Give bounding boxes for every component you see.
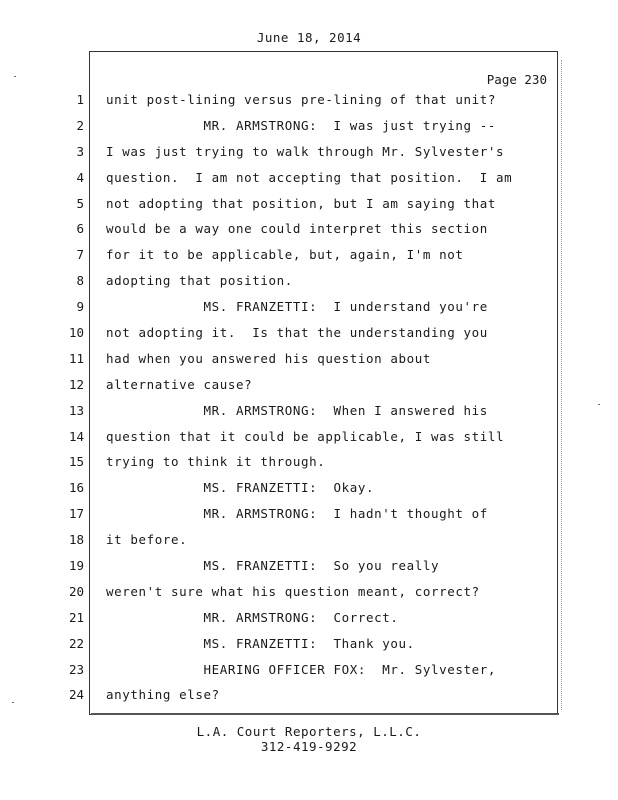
transcript-line: had when you answered his question about	[106, 350, 432, 366]
line-number: 10	[68, 325, 84, 341]
line-number: 2	[76, 117, 84, 133]
line-number: 20	[68, 583, 84, 599]
transcript-line: for it to be applicable, but, again, I'm not	[106, 247, 464, 263]
line-number: 13	[68, 402, 84, 418]
header-date: June 18, 2014	[256, 30, 362, 45]
line-number: 12	[68, 376, 84, 392]
transcript-line: weren't sure what his question meant, correct?	[106, 583, 480, 599]
line-number: 5	[76, 195, 84, 211]
line-number: 14	[68, 428, 84, 444]
scan-speck	[598, 404, 600, 405]
footer	[0, 724, 618, 754]
transcript-line: I was just trying to walk through Mr. Sylvester's	[106, 143, 505, 159]
transcript-line: MR. ARMSTRONG: Correct.	[106, 609, 399, 625]
transcript-text	[106, 87, 554, 708]
line-number: 4	[76, 169, 84, 185]
transcript-line: trying to think it through.	[106, 454, 326, 470]
line-number: 22	[68, 635, 84, 651]
line-number: 15	[68, 454, 84, 470]
line-number: 19	[68, 558, 84, 574]
transcript-line: MS. FRANZETTI: I understand you're	[106, 299, 488, 315]
line-number: 1	[76, 92, 84, 107]
page-number: Page 230	[486, 72, 547, 87]
line-number: 24	[68, 687, 84, 703]
line-number: 17	[68, 506, 84, 522]
line-number: 6	[76, 221, 84, 237]
line-number: 3	[76, 143, 84, 159]
line-number: 18	[68, 532, 84, 548]
transcript-line: MR. ARMSTRONG: I was just trying --	[106, 117, 497, 133]
transcript-line: not adopting it. Is that the understanding you	[106, 325, 488, 341]
transcript-line: it before.	[106, 532, 188, 548]
line-number: 21	[68, 609, 84, 625]
scan-edge-rule	[561, 60, 563, 710]
transcript-line: anything else?	[106, 687, 220, 703]
transcript-line: would be a way one could interpret this section	[106, 221, 488, 237]
transcript-line: HEARING OFFICER FOX: Mr. Sylvester,	[106, 661, 497, 677]
transcript-line: MR. ARMSTRONG: I hadn't thought of	[106, 506, 488, 522]
transcript-line: not adopting that position, but I am saying that	[106, 195, 497, 211]
transcript-line: unit post-lining versus pre-lining of that unit?	[106, 92, 497, 107]
transcript-line: alternative cause?	[106, 376, 253, 392]
line-number: 23	[68, 661, 84, 677]
transcript-line: question. I am not accepting that position. I am	[106, 169, 513, 185]
line-number-column	[40, 87, 84, 708]
transcript-line: MR. ARMSTRONG: When I answered his	[106, 402, 488, 418]
frame-bottom-rule	[91, 713, 559, 715]
transcript-line: question that it could be applicable, I was still	[106, 428, 505, 444]
line-number: 8	[76, 273, 84, 289]
line-number: 16	[68, 480, 84, 496]
footer-company: L.A. Court Reporters, L.L.C.	[196, 724, 422, 739]
transcript-line: MS. FRANZETTI: So you really	[106, 558, 440, 574]
transcript-line: MS. FRANZETTI: Thank you.	[106, 635, 415, 651]
footer-phone: 312-419-9292	[260, 739, 358, 754]
line-number: 7	[76, 247, 84, 263]
scan-speck	[12, 702, 14, 703]
transcript-line: MS. FRANZETTI: Okay.	[106, 480, 375, 496]
line-number: 9	[76, 299, 84, 315]
transcript-line: adopting that position.	[106, 273, 293, 289]
line-number: 11	[68, 350, 84, 366]
scan-speck	[14, 76, 16, 77]
